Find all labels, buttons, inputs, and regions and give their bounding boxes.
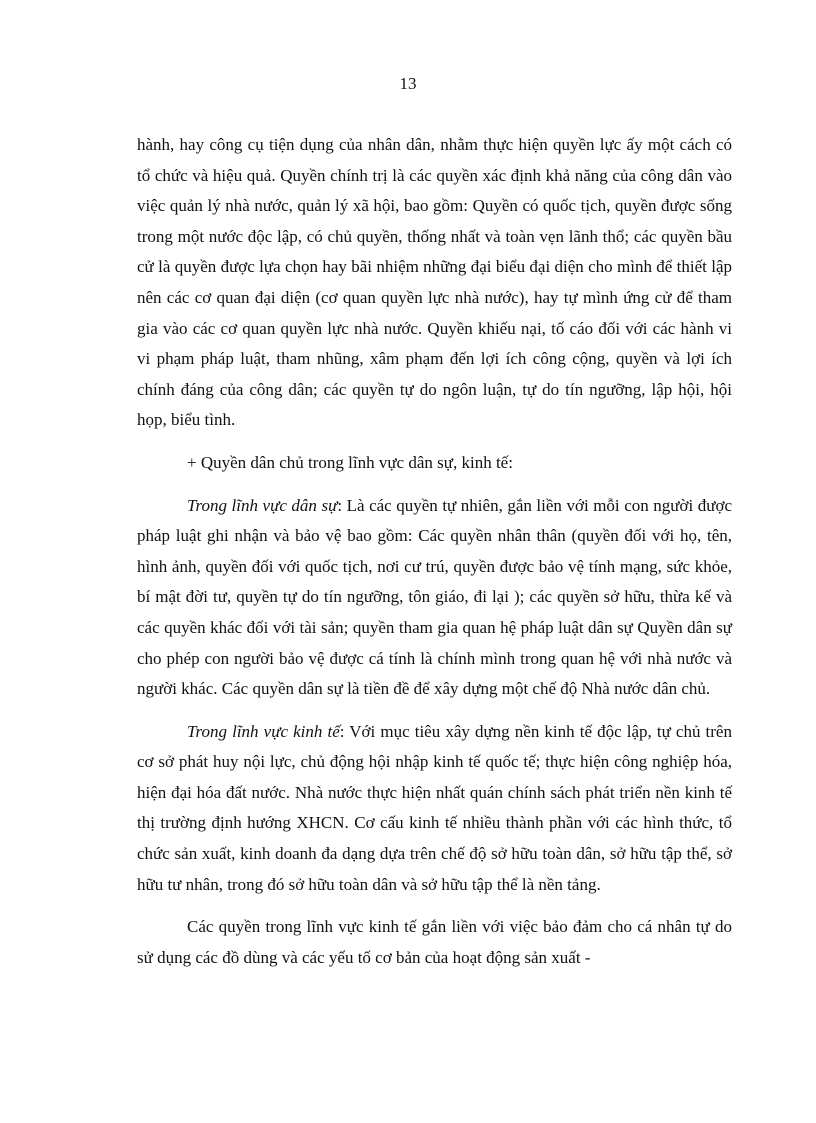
economic-field-text: : Với mục tiêu xây dựng nền kinh tế độc lập, tự chủ trên cơ sở phát huy nội lực, chủ động hội nhập kinh tế quốc tế; thực hiện công nghiệp hóa, hiện đại hóa đất nước. Nhà nước thực hiện nhất quán chính sách phát triển nền kinh tế thị trường định hướng XHCN. Cơ cấu kinh tế nhiều thành phần với các hình thức, tổ chức sản xuất, kinh doanh đa dạng dựa trên chế độ sở hữu toàn dân, sở hữu tập thể, sở hữu tư nhân, trong đó sở hữu toàn dân và sở hữu tập thể là nền tảng.: [137, 721, 732, 894]
paragraph-civil-rights: [137, 491, 732, 705]
page-number: 13: [399, 74, 417, 93]
paragraph-economic-field: [137, 717, 732, 901]
paragraph-civil-economic-heading: + Quyền dân chủ trong lĩnh vực dân sự, kinh tế:: [187, 452, 513, 472]
economic-field-lead: Trong lĩnh vực kinh tế: [187, 721, 340, 741]
paragraph-economic-rights: Các quyền trong lĩnh vực kinh tế gắn liền với việc bảo đảm cho cá nhân tự do sử dụng các đồ dùng và các yếu tố cơ bản của hoạt động sản xuất -: [137, 917, 732, 967]
civil-rights-text: : Là các quyền tự nhiên, gắn liền với mỗi con người được pháp luật ghi nhận và bảo vệ bao gồm: Các quyền nhân thân (quyền đối với họ, tên, hình ảnh, quyền đối với quốc tịch, nơi cư trú, quyền được bảo vệ tính mạng, sức khỏe, bí mật đời tư, quyền tự do tín ngưỡng, tôn giáo, đi lại ); các quyền sở hữu, thừa kế và các quyền khác đối với tài sản; quyền tham gia quan hệ pháp luật dân sự Quyền dân sự cho phép con người bảo vệ được cá tính là chính mình trong quan hệ với nhà nước và người khác. Các quyền dân sự là tiền đề để xây dựng một chế độ Nhà nước dân chủ.: [137, 495, 732, 699]
civil-rights-lead: Trong lĩnh vực dân sự: [187, 495, 338, 515]
body-text: [137, 130, 732, 985]
paragraph-political-rights: hành, hay công cụ tiện dụng của nhân dân, nhằm thực hiện quyền lực ấy một cách có tổ chức và hiệu quả. Quyền chính trị là các quyền xác định khả năng của công dân vào việc quản lý nhà nước, quản lý xã hội, bao gồm: Quyền có quốc tịch, quyền được sống trong một nước độc lập, có chủ quyền, thống nhất và toàn vẹn lãnh thổ; các quyền bầu cử là quyền được lựa chọn hay bãi nhiệm những đại biểu đại diện cho mình để thiết lập nên các cơ quan đại diện (cơ quan quyền lực nhà nước), hay tự mình ứng cử để tham gia vào các cơ quan quyền lực nhà nước. Quyền khiếu nại, tố cáo đối với các hành vi vi phạm pháp luật, tham nhũng, xâm phạm đến lợi ích công cộng, quyền và lợi ích chính đáng của công dân; các quyền tự do ngôn luận, tự do tín ngưỡng, lập hội, hội họp, biểu tình.: [137, 135, 732, 430]
